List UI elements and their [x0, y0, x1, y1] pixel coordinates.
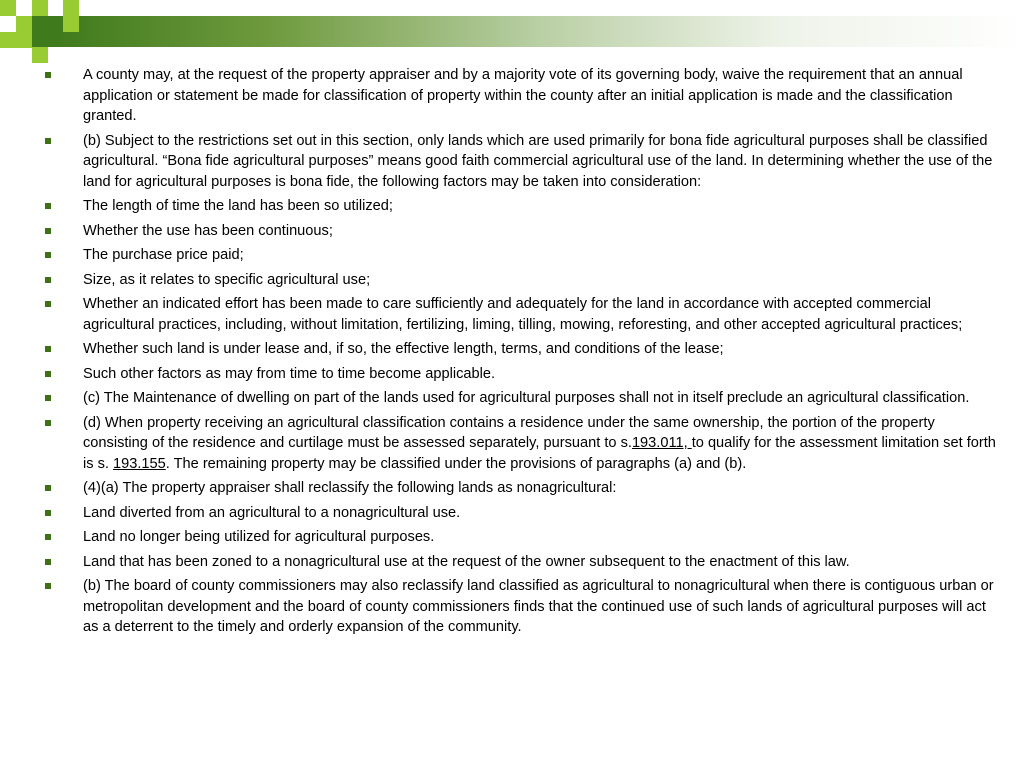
square-bullet-icon [45, 346, 51, 352]
list-item-text: The length of time the land has been so utilized; [83, 198, 393, 214]
slide-body [40, 65, 1000, 642]
square-bullet-icon [45, 277, 51, 283]
square-bullet-icon [45, 485, 51, 491]
list-item-text: Such other factors as may from time to time become applicable. [83, 365, 496, 382]
list-item-text: Land diverted from an agricultural to a nonagricultural use. [83, 504, 461, 521]
square-bullet-icon [45, 138, 51, 144]
list-item [40, 245, 1000, 266]
square-bullet-icon [45, 228, 51, 234]
square-bullet-icon [45, 559, 51, 565]
list-item-text: Land no longer being utilized for agricultural purposes. [83, 529, 435, 545]
list-item-text: (b) The board of county commissioners may also reclassify land classified as agricultural to nonagricultural when there is contiguous urban or metropolitan development and the board of county commissioners finds that the continued use of such lands of agricultural purposes will act as a deterrent to the timely and orderly expansion of the community. [83, 578, 994, 635]
list-item-text: Whether such land is under lease and, if so, the effective length, terms, and conditions of the lease; [83, 341, 724, 357]
list-item [40, 552, 1000, 573]
square-bullet-icon [45, 420, 51, 426]
list-item [40, 339, 1000, 360]
corner-square [16, 16, 32, 32]
corner-square [32, 47, 48, 63]
list-item-text: Land that has been zoned to a nonagricultural use at the request of the owner subsequent to the enactment of this law. [83, 553, 850, 570]
list-item-text: A county may, at the request of the property appraiser and by a majority vote of its governing body, waive the requirement that an annual application or statement be made for classification of property within the county after an initial application is made and the classification granted. [83, 67, 963, 124]
square-bullet-icon [45, 395, 51, 401]
square-bullet-icon [45, 252, 51, 258]
list-item-text [83, 415, 996, 472]
square-bullet-icon [45, 371, 51, 377]
corner-square [32, 0, 48, 16]
item-d-text-3: . The remaining property may be classified under the provisions of paragraphs (a) and (b). [165, 455, 747, 472]
corner-square [63, 0, 79, 16]
square-bullet-icon [45, 301, 51, 307]
list-item [40, 221, 1000, 242]
list-item [40, 527, 1000, 548]
square-bullet-icon [45, 72, 51, 78]
list-item [40, 270, 1000, 291]
list-item-text: The purchase price paid; [83, 247, 244, 263]
list-item [40, 388, 1000, 409]
list-item [40, 413, 1000, 475]
list-item-text: Whether the use has been continuous; [83, 222, 333, 239]
list-item [40, 65, 1000, 127]
list-item [40, 576, 1000, 638]
list-item [40, 364, 1000, 385]
list-item-text: Whether an indicated effort has been made to care sufficiently and adequately for the land in accordance with accepted commercial agricultural practices, including, without limitation, fertilizing, liming, tilling, mowing, reforesting, and other accepted agricultural practices; [83, 296, 963, 333]
corner-square [0, 0, 16, 16]
corner-square [63, 16, 79, 32]
corner-square [32, 16, 55, 47]
item-d-text-1: (d) When property receiving an agricultural classification contains a residence under the same ownership, the portion of the property consisting of the residence and curtilage must be assessed separately, pursuant to s. [83, 414, 935, 451]
list-item [40, 294, 1000, 335]
list-item-text: Size, as it relates to specific agricultural use; [83, 271, 371, 288]
square-bullet-icon [45, 203, 51, 209]
list-item [40, 478, 1000, 499]
square-bullet-icon [45, 583, 51, 589]
item-d-text-2: to qualify for the assessment limitation set forth is s. [83, 435, 996, 472]
list-item [40, 503, 1000, 524]
list-item [40, 131, 1000, 193]
statute-link-193-011[interactable]: 193.011, [631, 435, 692, 451]
corner-square [16, 32, 32, 48]
statute-link-193-155[interactable]: 193.155 [113, 455, 166, 472]
list-item [40, 196, 1000, 217]
list-item-text: (4)(a) The property appraiser shall reclassify the following lands as nonagricultural: [83, 480, 617, 496]
corner-square [0, 32, 16, 48]
list-item-text: (b) Subject to the restrictions set out in this section, only lands which are used primarily for bona fide agricultural purposes shall be classified agricultural. “Bona fide agricultural purposes” means good faith commercial agricultural use of the land. In determining whether the use of the land for agricultural purposes is bona fide, the following factors may be taken into consideration: [83, 132, 993, 190]
header-gradient-bar [55, 16, 1024, 47]
square-bullet-icon [45, 510, 51, 516]
square-bullet-icon [45, 534, 51, 540]
list-item-text: (c) The Maintenance of dwelling on part of the lands used for agricultural purposes shall not in itself preclude an agricultural classification. [83, 390, 970, 406]
